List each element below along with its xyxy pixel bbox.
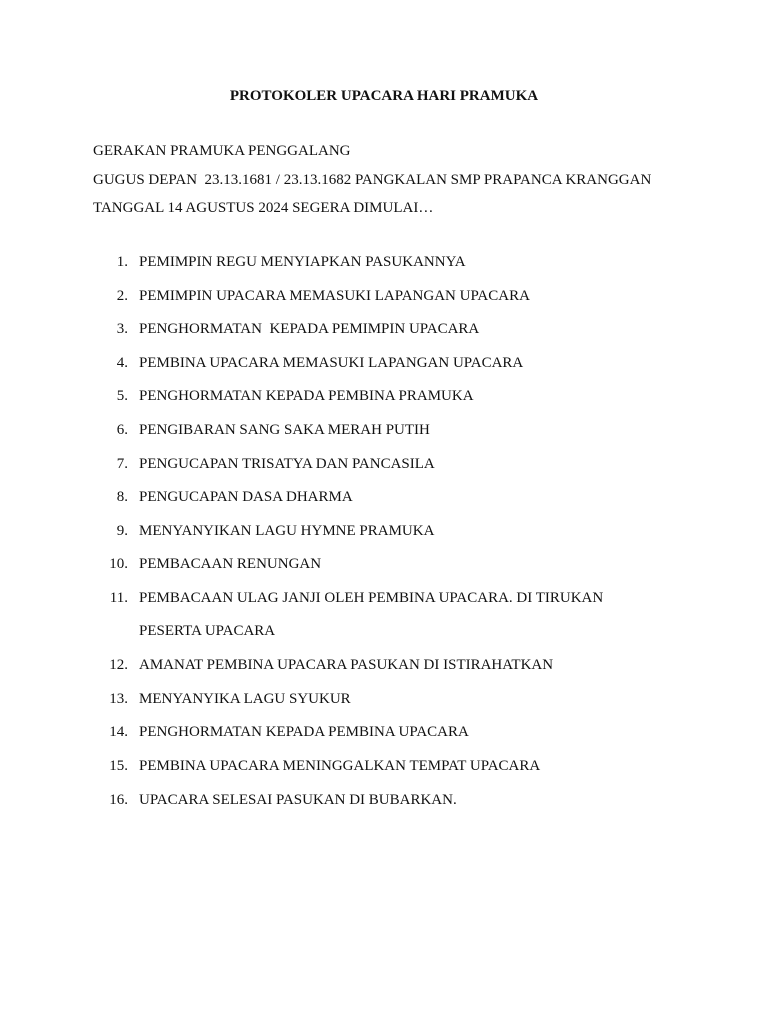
list-item-text: UPACARA SELESAI PASUKAN DI BUBARKAN.: [139, 791, 457, 808]
list-item-text: PENGUCAPAN TRISATYA DAN PANCASILA: [139, 455, 435, 472]
list-item-text: PEMIMPIN UPACARA MEMASUKI LAPANGAN UPACARA: [139, 287, 530, 304]
list-item-number: 15.: [109, 757, 128, 774]
list-item-number: 16.: [109, 791, 128, 808]
list-item-text-continuation: PESERTA UPACARA: [139, 623, 276, 640]
list-item: [0, 655, 768, 689]
list-item-number: 5.: [116, 388, 128, 405]
list-item-text: MENYANYIKAN LAGU HYMNE PRAMUKA: [139, 522, 435, 539]
list-item-number: 9.: [116, 522, 128, 539]
list-item-number: 13.: [109, 690, 128, 707]
list-item-text: PENGUCAPAN DASA DHARMA: [139, 489, 353, 506]
list-item-text: PENGHORMATAN KEPADA PEMIMPIN UPACARA: [139, 321, 480, 338]
list-item-number: 12.: [109, 657, 128, 674]
list-item-number: 3.: [116, 321, 128, 338]
list-item-number: 1.: [116, 254, 128, 270]
list-item: [0, 286, 768, 320]
document-title: PROTOKOLER UPACARA HARI PRAMUKA: [229, 88, 539, 104]
intro-line-date: TANGGAL 14 AGUSTUS 2024 SEGERA DIMULAI…: [93, 200, 434, 216]
list-item-text: PEMBINA UPACARA MEMASUKI LAPANGAN UPACARA: [139, 354, 524, 371]
list-item: [0, 521, 768, 555]
list-item-number: 10.: [109, 556, 128, 573]
intro-block: [93, 141, 733, 227]
list-item-text: PENGIBARAN SANG SAKA MERAH PUTIH: [139, 421, 430, 438]
list-item: [0, 722, 768, 756]
list-item-text: PEMIMPIN REGU MENYIAPKAN PASUKANNYA: [139, 254, 466, 270]
list-item: [0, 756, 768, 790]
list-item-number: 2.: [116, 287, 128, 304]
list-item-text: PEMBACAAN RENUNGAN: [139, 556, 322, 573]
list-item: [0, 588, 768, 655]
list-item-text: PENGHORMATAN KEPADA PEMBINA UPACARA: [139, 724, 469, 741]
list-item-number: 6.: [116, 421, 128, 438]
list-item: [0, 554, 768, 588]
list-item: [0, 353, 768, 387]
list-item-text: PENGHORMATAN KEPADA PEMBINA PRAMUKA: [139, 388, 474, 405]
list-item: [0, 454, 768, 488]
list-item: [0, 689, 768, 723]
protocol-list: [0, 252, 768, 823]
list-item-text: AMANAT PEMBINA UPACARA PASUKAN DI ISTIRAHATKAN: [139, 657, 554, 674]
list-item-text: PEMBINA UPACARA MENINGGALKAN TEMPAT UPACARA: [139, 757, 541, 774]
intro-line-organization: GERAKAN PRAMUKA PENGGALANG: [93, 143, 351, 159]
list-item-number: 8.: [116, 489, 128, 506]
list-item: [0, 487, 768, 521]
intro-line-troop: GUGUS DEPAN 23.13.1681 / 23.13.1682 PANGKALAN SMP PRAPANCA KRANGGAN: [93, 171, 652, 188]
list-item-number: 11.: [109, 589, 128, 606]
list-item-text: MENYANYIKA LAGU SYUKUR: [139, 690, 351, 707]
list-item-number: 7.: [116, 455, 128, 472]
list-item-text: PEMBACAAN ULAG JANJI OLEH PEMBINA UPACARA. DI TIRUKAN: [139, 589, 604, 606]
list-item: [0, 319, 768, 353]
list-item-number: 4.: [116, 354, 128, 371]
list-item: [0, 386, 768, 420]
list-item: [0, 790, 768, 824]
list-item: [0, 252, 768, 286]
list-item: [0, 420, 768, 454]
list-item-number: 14.: [109, 724, 128, 741]
